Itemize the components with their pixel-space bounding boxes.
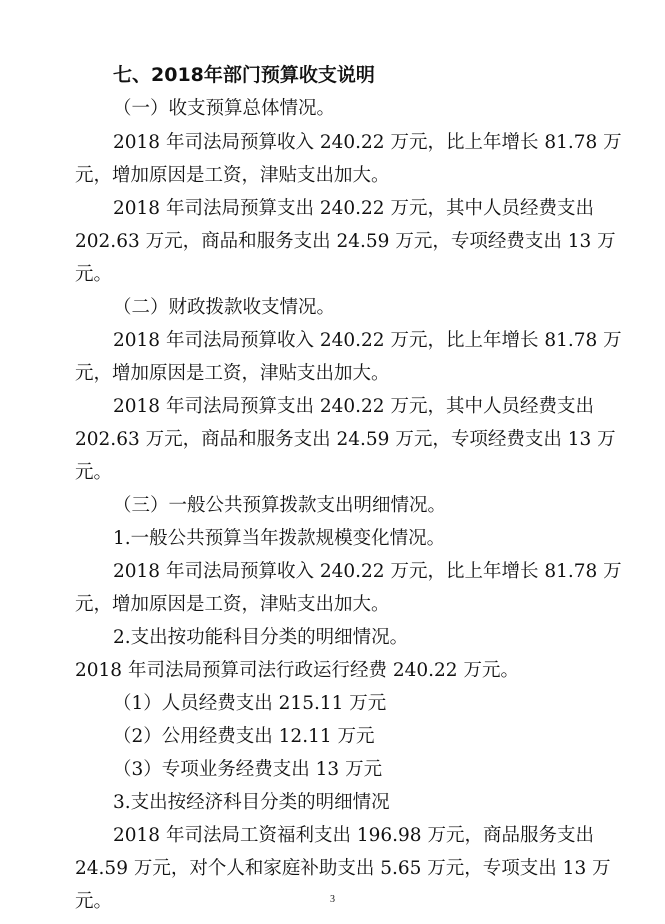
item-heading-2: 2.支出按功能科目分类的明细情况。 <box>113 627 409 648</box>
paragraph-line: 2018 年司法局预算支出 240.22 万元，其中人员经费支出 <box>113 198 594 219</box>
list-item: （3）专项业务经费支出 13 万元 <box>113 759 383 780</box>
paragraph-line: 2018 年司法局预算司法行政运行经费 240.22 万元。 <box>75 660 519 681</box>
paragraph-line: 2018 年司法局预算收入 240.22 万元，比上年增长 81.78 万 <box>113 132 622 153</box>
list-item: （1）人员经费支出 215.11 万元 <box>113 693 387 714</box>
paragraph-line: 24.59 万元，对个人和家庭补助支出 5.65 万元，专项支出 13 万 <box>75 858 611 879</box>
item-heading-3: 3.支出按经济科目分类的明细情况 <box>113 792 390 813</box>
paragraph-line: 202.63 万元，商品和服务支出 24.59 万元，专项经费支出 13 万 <box>75 231 616 252</box>
paragraph-line: 2018 年司法局预算收入 240.22 万元，比上年增长 81.78 万 <box>113 330 622 351</box>
paragraph-line: 2018 年司法局预算收入 240.22 万元，比上年增长 81.78 万 <box>113 561 622 582</box>
subheading-2: （二）财政拨款收支情况。 <box>113 297 336 318</box>
subheading-3: （三）一般公共预算拨款支出明细情况。 <box>113 495 447 516</box>
paragraph-line: 202.63 万元，商品和服务支出 24.59 万元，专项经费支出 13 万 <box>75 429 616 450</box>
page-number: 3 <box>330 894 335 905</box>
paragraph-line: 元。 <box>75 891 113 912</box>
paragraph-line: 2018 年司法局工资福利支出 196.98 万元，商品服务支出 <box>113 825 594 846</box>
paragraph-line: 元，增加原因是工资，津贴支出加大。 <box>75 363 390 384</box>
paragraph-line: 元。 <box>75 264 113 285</box>
paragraph-line: 2018 年司法局预算支出 240.22 万元，其中人员经费支出 <box>113 396 594 417</box>
paragraph-line: 元，增加原因是工资，津贴支出加大。 <box>75 594 390 615</box>
list-item: （2）公用经费支出 12.11 万元 <box>113 726 375 747</box>
paragraph-line: 元。 <box>75 462 113 483</box>
subheading-1: （一）收支预算总体情况。 <box>113 98 336 119</box>
paragraph-line: 元，增加原因是工资，津贴支出加大。 <box>75 165 390 186</box>
item-heading-1: 1.一般公共预算当年拨款规模变化情况。 <box>113 528 446 549</box>
section-heading: 七、2018年部门预算收支说明 <box>113 64 375 86</box>
